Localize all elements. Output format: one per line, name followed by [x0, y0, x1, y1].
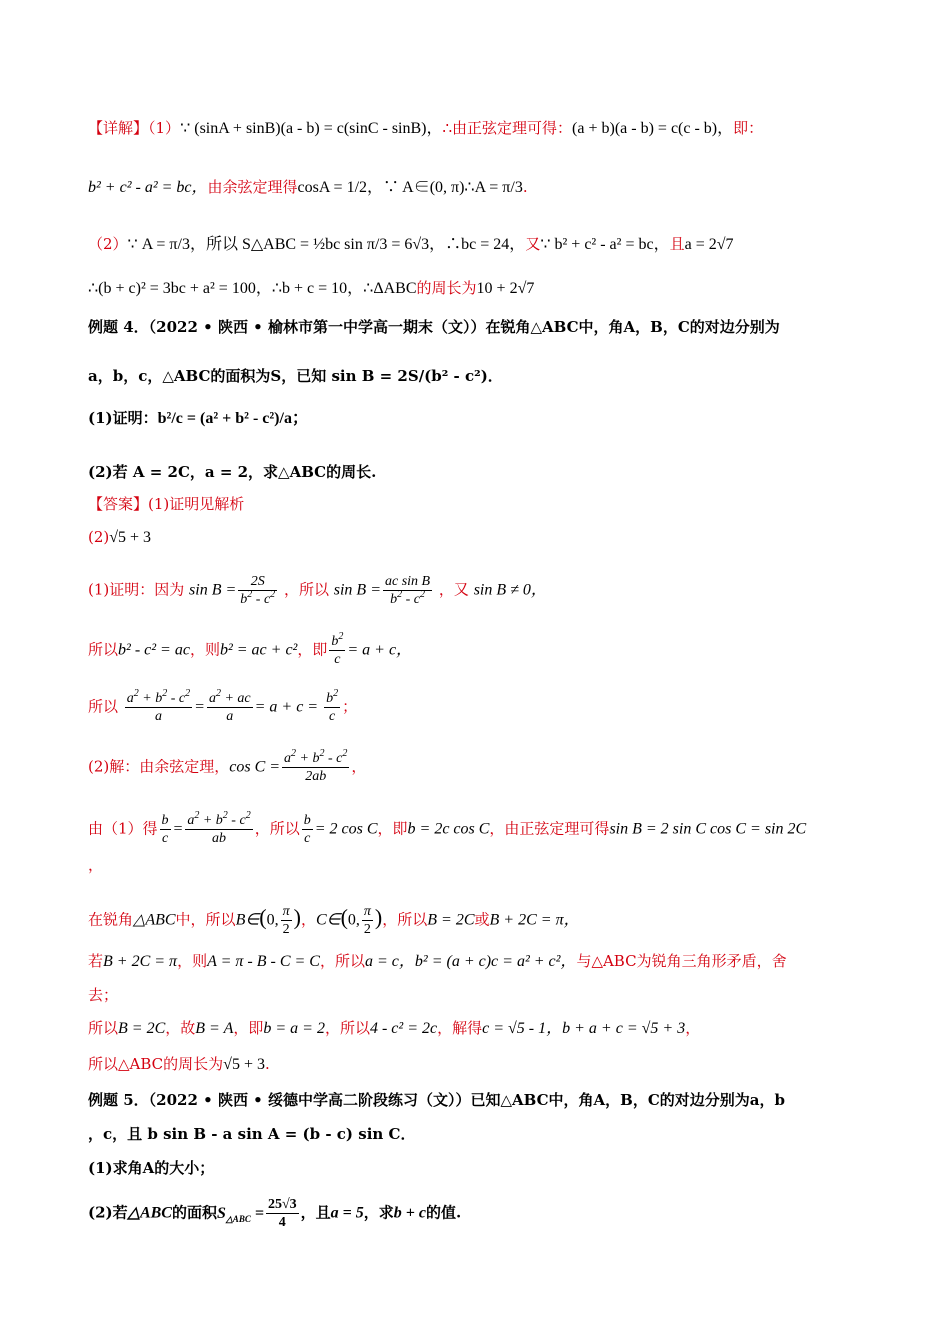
math-expression: b + c — [393, 1204, 427, 1222]
proof-line-6: 在锐角△ABC中，所以B∈(0, $\frac{\pi}{2}$ )，C∈(0, $\frac{\pi}{2}$ )，所以B = 2C或B + 2C = π， — [88, 904, 580, 937]
proof-line-3: 所以 $\frac{a^2 + b^2 - c^2}{a}$ = $\frac{a^2 + ac}{a}$ = a + c = $\frac{b^2}{c}$ ； — [88, 688, 358, 724]
part-2-label: （2） — [88, 235, 128, 253]
math-expression: sin B = 2 sin C cos C = sin 2C — [609, 820, 807, 838]
proof-line-4: (2)解：由余弦定理，cos C = $\frac{a^2 + b^2 - c^2}{2ab}$ ， — [88, 748, 367, 784]
math-expression: √5 + 3 — [109, 529, 152, 546]
solution-text: 所以 — [88, 1019, 119, 1037]
solution-text: 由余弦定理得 — [207, 178, 298, 196]
math-expression: b² = ac + c² — [219, 641, 298, 659]
q2-label: (2)若 — [88, 1203, 128, 1222]
math-expression: B = 2C — [118, 1020, 166, 1037]
solution-text: ，所以 — [283, 580, 329, 599]
solution-text: ∴由正弦定理可得： — [442, 119, 573, 137]
question-text: 的值. — [426, 1203, 462, 1222]
question-text: ，求 — [363, 1203, 394, 1222]
math-expression: B = A — [195, 1020, 234, 1037]
math-expression: A = π - B - C = C — [207, 953, 320, 970]
solution-text: ， — [685, 1019, 701, 1037]
math-expression: c = √5 - 1，b + a + c = √5 + 3 — [482, 1020, 686, 1037]
example-5-q1: (1)求角A的大小； — [88, 1159, 215, 1177]
math-expression: b² - c² = ac — [118, 641, 190, 659]
solution-text: ，则 — [189, 640, 220, 659]
solution-text: 由（1）得 — [88, 819, 158, 838]
question-text: 的面积 — [171, 1203, 217, 1222]
solution-text: 又 — [525, 235, 541, 253]
math-expression: a = 5 — [330, 1204, 364, 1222]
q1-label: (1)证明： — [88, 409, 158, 427]
solution-text: ，所以 — [324, 1019, 370, 1037]
proof-line-1: (1)证明：因为 sin B = $\frac{2S}{b^2 - c^2}$ ，所以 sin B = $\frac{\text{ac sin B}}{b^2 - c^2}$ ，又 sin B ≠ 0， — [88, 574, 547, 607]
math-expression: ∴(b + c)² = 3bc + a² = 100，∴b + c = 10，∴ΔABC — [88, 280, 417, 297]
proof-line-9 — [88, 1054, 270, 1075]
example-4-line-2: a，b，c，△ABC的面积为S，已知 sin B = 2S/(b² - c²)． — [88, 367, 503, 385]
solution-text: ，解得 — [437, 1019, 483, 1037]
solution-text: 所以△ABC的周长为 — [88, 1055, 224, 1073]
math-expression: cosA = 1/2，∵ A∈(0, π)∴A = π/3 — [297, 179, 523, 196]
solution-line-3 — [88, 234, 734, 255]
solution-text: ，所以 — [254, 819, 300, 838]
math-expression: b² + c² - a² = bc， — [88, 179, 208, 196]
math-expression: a = 2√7 — [684, 236, 734, 253]
math-expression: cos C = — [229, 758, 281, 776]
solution-text: (2)解：由余弦定理， — [88, 757, 230, 776]
solution-text: 所以 — [88, 640, 119, 659]
solution-text: 所以 — [88, 697, 119, 716]
math-expression: ∵ b² + c² - a² = bc， — [540, 236, 670, 253]
math-expression: = 2 cos C — [314, 820, 378, 838]
answer-2-label: (2) — [88, 528, 110, 546]
math-expression: ，b² = (a + c)c = a² + c²， — [398, 953, 577, 970]
math-expression: sin B ≠ 0， — [473, 581, 547, 599]
example-4-title: 例题 4．（2022 • 陕西 • 榆林市第一中学高一期末（文））在锐角△ABC中，角A，B，C的对边分别为 — [88, 318, 780, 336]
detail-tag: 【详解】 — [88, 119, 149, 137]
example-4-q2: (2)若 A = 2C，a = 2，求△ABC的周长. — [88, 463, 377, 481]
answer-line — [88, 494, 244, 514]
example-5-q2: (2)若△ABC的面积$S_{\triangle ABC}$ = $\frac{25√3}{4}$ ，且a = 5，求b + c的值. — [88, 1197, 462, 1230]
math-expression: 10 + 2√7 — [476, 280, 535, 297]
solution-line-1 — [88, 118, 763, 139]
math-expression: = a + c = — [254, 698, 323, 716]
solution-line-2: b² + c² - a² = bc，由余弦定理得cosA = 1/2，∵ A∈(0, π)∴A = π/3. — [88, 178, 528, 196]
answer-1: (1)证明见解析 — [148, 495, 245, 513]
math-expression: (a + b)(a - b) = c(c - b)， — [572, 120, 734, 137]
solution-line-4 — [88, 278, 534, 299]
math-expression: a = c — [364, 953, 399, 970]
proof-line-2: 所以b² - c² = ac，则b² = ac + c²，即 $\frac{b^2}{c}$ = a + c， — [88, 631, 413, 667]
solution-text: ，所以 — [319, 952, 365, 970]
math-expression: ∵ A = π/3，所以 S△ABC = ½bc sin π/3 = 6√3，∴bc = 24， — [127, 236, 526, 253]
math-expression: b = a = 2 — [263, 1020, 325, 1037]
example-5-title: 例题 5．（2022 • 陕西 • 绥德中学高二阶段练习（文））已知△ABC中，角A，B，C的对边分别为a，b — [88, 1091, 786, 1109]
example-4-q1 — [88, 408, 308, 429]
solution-text: 与△ABC为锐角三角形矛盾，舍 — [576, 952, 787, 970]
math-expression: = a + c， — [347, 641, 413, 659]
solution-text: 中，所以 — [175, 910, 236, 929]
solution-text: 或 — [474, 910, 490, 929]
solution-text: (1)证明：因为 — [88, 580, 185, 599]
math-expression: B + 2C = π， — [489, 911, 580, 929]
solution-text: ，又 — [438, 580, 469, 599]
answer-tag: 【答案】 — [88, 495, 149, 513]
solution-text: ，所以 — [382, 910, 428, 929]
proof-line-5: 由（1）得 $\frac{b}{c}$ = $\frac{a^2 + b^2 - c^2}{ab}$ ，所以 $\frac{b}{c}$ = 2 cos C，即b = 2c cos C，由正弦定理可得sin B = 2 sin C cos C = sin 2C — [88, 810, 807, 846]
answer-2-line — [88, 527, 151, 548]
math-expression: b = 2c cos C — [407, 820, 490, 838]
math-expression: √5 + 3 — [223, 1056, 265, 1073]
solution-text: ，即 — [233, 1019, 264, 1037]
proof-line-7-tail: 去； — [88, 986, 119, 1004]
solution-text: 在锐角 — [88, 910, 134, 929]
solution-text: 即： — [733, 119, 764, 137]
math-expression: 4 - c² = 2c — [369, 1020, 438, 1037]
math-expression: △ABC — [127, 1204, 172, 1222]
math-expression: ∵ (sinA + sinB)(a - b) = c(sinC - sinB)， — [180, 120, 443, 137]
math-expression: b²/c = (a² + b² - c²)/a； — [157, 410, 308, 427]
solution-text: ，即 — [377, 819, 408, 838]
math-expression: △ABC — [133, 911, 176, 929]
solution-text: 的周长为 — [416, 279, 477, 297]
math-expression: B + 2C = π — [103, 953, 178, 970]
solution-text: ，故 — [165, 1019, 196, 1037]
proof-line-8 — [88, 1018, 700, 1039]
part-1-label: （1） — [148, 119, 181, 137]
proof-line-5-comma: ， — [88, 856, 104, 874]
question-text: ，且 — [300, 1203, 331, 1222]
solution-text: 若 — [88, 952, 104, 970]
solution-text: 且 — [669, 235, 685, 253]
math-expression: B = 2C — [427, 911, 475, 929]
solution-text: . — [264, 1055, 270, 1073]
solution-text: ，即 — [297, 640, 328, 659]
solution-text: ，由正弦定理可得 — [489, 819, 610, 838]
proof-line-7 — [88, 951, 787, 972]
solution-text: ，则 — [177, 952, 208, 970]
example-5-line-2: ，c，且 b sin B - a sin A = (b - c) sin C． — [88, 1125, 416, 1143]
